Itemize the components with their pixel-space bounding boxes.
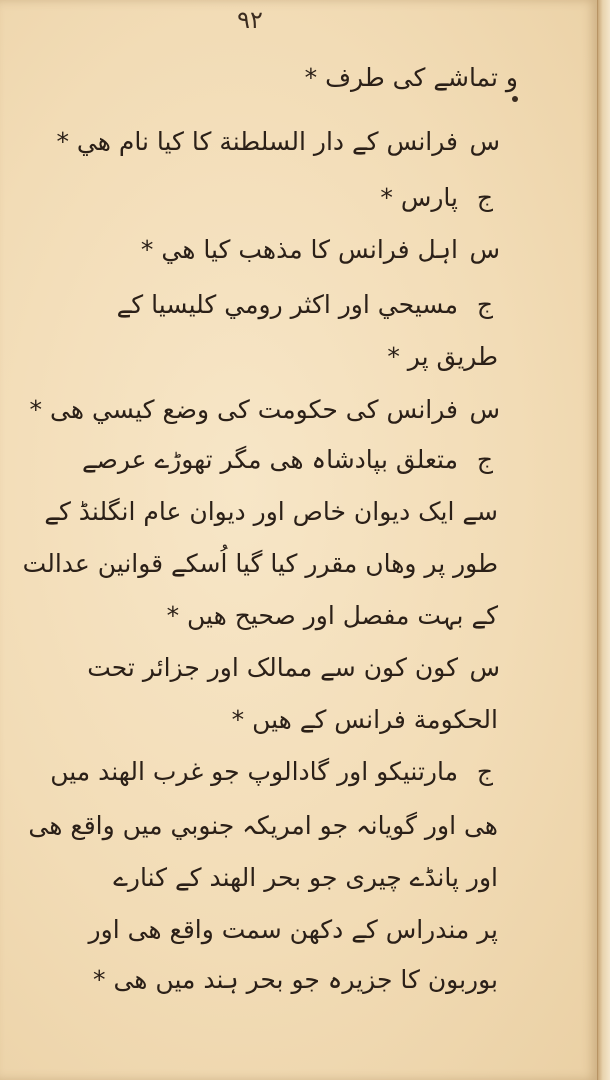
page-number: ۹۲	[237, 6, 263, 34]
text-line-6: طریق پر *	[387, 342, 498, 371]
text-line-5: مسیحي اور اکثر رومي کلیسیا کے	[116, 290, 458, 319]
question-marker: س	[469, 235, 500, 264]
page-edge	[597, 0, 610, 1080]
question-marker: س	[469, 395, 500, 424]
text-line-2: فرانس کے دار السلطنة کا کیا نام ھي *	[56, 127, 458, 156]
text-line-3: پارس *	[380, 183, 458, 212]
text-line-8: متعلق بپادشاہ ھی مگر تھوڑے عرصے	[81, 445, 458, 474]
answer-marker: ج	[476, 757, 494, 786]
answer-marker: ج	[476, 183, 494, 212]
text-line-15: ھی اور گویانہ جو امریکہ جنوبي میں واقع ھی	[28, 811, 498, 840]
answer-marker: ج	[476, 290, 494, 319]
question-marker: س	[469, 653, 500, 682]
text-line-13: الحکومة فرانس کے ھیں *	[231, 705, 498, 734]
text-line-16: اور پانڈے چیری جو بحر الهند کے کنارے	[113, 863, 498, 892]
text-line-14: مارتنیکو اور گادالوپ جو غرب الهند میں	[50, 757, 458, 786]
text-line-9: سے ایک دیوان خاص اور دیوان عام انگلنڈ کے	[44, 497, 498, 526]
text-line-1: و تماشے کی طرف *	[304, 63, 518, 92]
text-line-17: پر مندراس کے دکھن سمت واقع ھی اور	[88, 915, 498, 944]
text-line-7: فرانس کی حکومت کی وضع کیسي ھی *	[29, 395, 458, 424]
answer-marker: ج	[476, 445, 494, 474]
text-line-10: طور پر وھاں مقرر کیا گیا اُسکے قوانین عدالت	[22, 549, 498, 578]
text-line-18: بوربون کا جزیرہ جو بحر ہند میں ھی *	[93, 965, 498, 994]
text-line-11: کے بہت مفصل اور صحیح ھیں *	[166, 601, 498, 630]
question-marker: س	[469, 127, 500, 156]
text-line-4: اہل فرانس کا مذھب کیا ھي *	[140, 235, 458, 264]
text-line-12: کون کون سے ممالک اور جزائر تحت	[87, 653, 458, 682]
